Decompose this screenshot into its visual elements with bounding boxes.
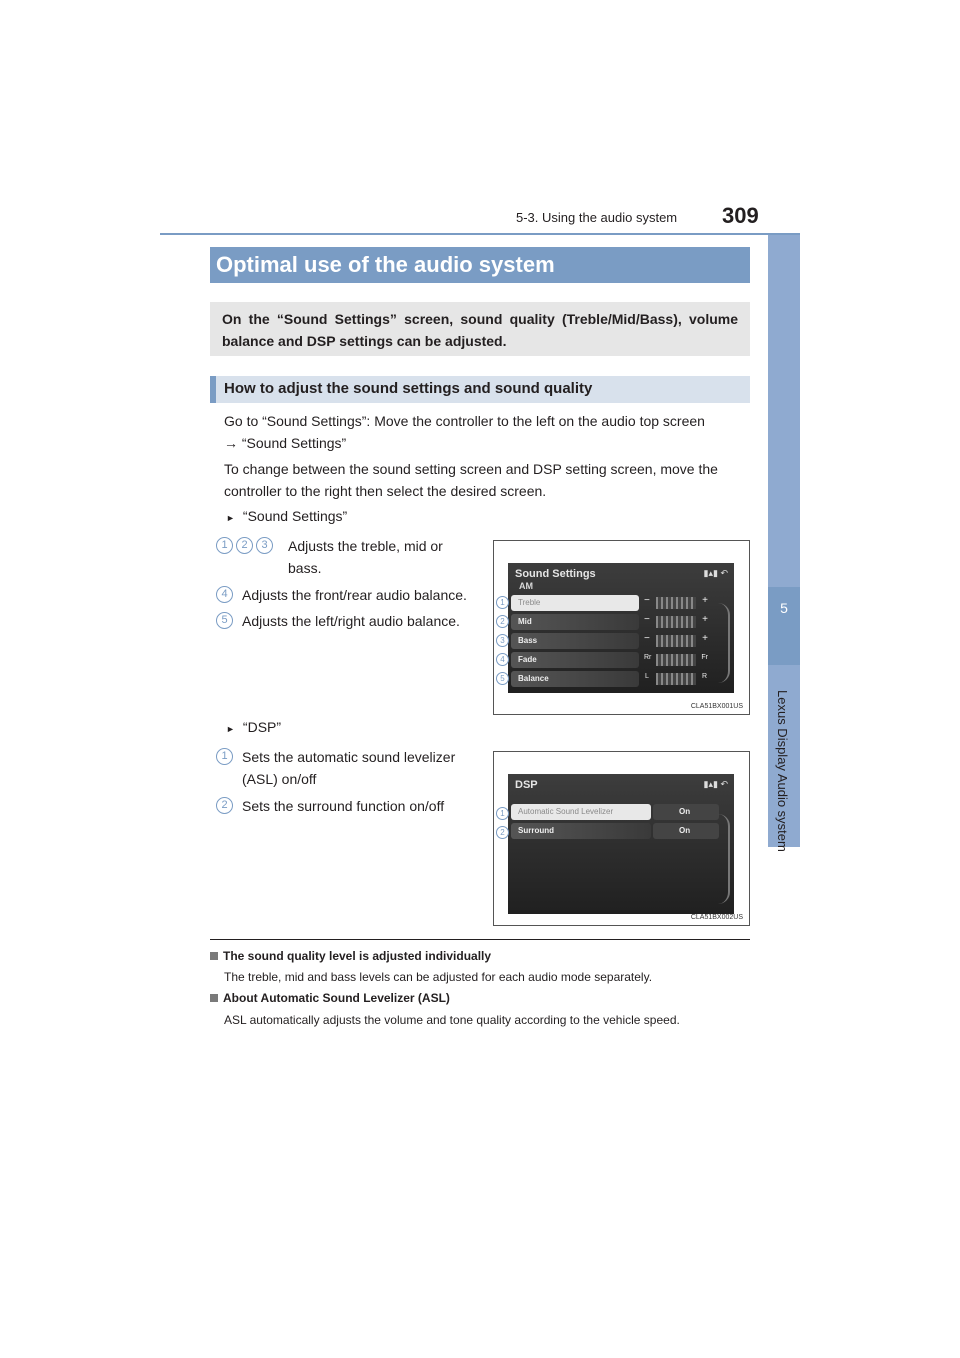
bass-slider (644, 635, 708, 647)
instruction-paragraph-2 (224, 458, 748, 502)
chapter-label-wrap (768, 690, 792, 850)
page-number: 309 (722, 203, 759, 228)
figure-code: CLA51BX001US (690, 703, 743, 710)
mid-slider (644, 616, 708, 628)
page-title-bar (210, 247, 750, 283)
screen-title: DSP (515, 779, 538, 791)
asl-value (653, 804, 719, 820)
sound-item-1 (216, 535, 482, 576)
row-value: On (679, 807, 691, 816)
dsp-item-1 (216, 746, 482, 787)
dsp-screen (508, 774, 734, 914)
fade-slider (644, 654, 708, 666)
sound-settings-bullet (226, 508, 347, 524)
section-title: 5-3. Using the audio system (516, 210, 678, 225)
sound-settings-screen (508, 563, 734, 693)
row-label: Automatic Sound Levelizer (518, 807, 614, 816)
item-text-line1: Adjusts the treble, mid or (288, 538, 443, 554)
row-value: On (679, 826, 691, 835)
note-text-2: ASL automatically adjusts the volume and tone quality according to the vehicle speed. (224, 1013, 680, 1027)
para1-line1: Go to “Sound Settings”: Move the controller to the left on the audio top screen (224, 413, 705, 429)
mid-row (511, 614, 639, 630)
note-heading-2 (210, 991, 450, 1005)
screen-source: AM (519, 581, 533, 591)
triangle-bullet-icon: ► (226, 724, 235, 734)
slider-plus: + (702, 614, 708, 625)
slider-front-label: Fr (701, 654, 708, 661)
surround-row (511, 823, 651, 839)
note-text-1: The treble, mid and bass levels can be adjusted for each audio mode separately. (224, 970, 653, 984)
bass-row (511, 633, 639, 649)
note-heading-text: About Automatic Sound Levelizer (ASL) (223, 991, 450, 1005)
sound-item-5 (216, 610, 482, 629)
subheading-accent (210, 376, 216, 403)
chapter-label: Lexus Display Audio system (775, 690, 790, 852)
notes-rule (210, 939, 750, 940)
status-icons: ▮▴▮ ↶ (703, 779, 728, 789)
note-heading-text: The sound quality level is adjusted individually (223, 949, 492, 963)
sound-item-4 (216, 584, 482, 603)
chapter-number-box (768, 587, 800, 665)
dsp-item-2 (216, 795, 482, 814)
treble-slider (644, 597, 708, 609)
square-bullet-icon (210, 994, 218, 1002)
slider-rear-label: Rr (644, 654, 652, 661)
item-text-line2: bass. (288, 560, 322, 576)
slider-plus: + (702, 595, 708, 606)
subheading-bar (210, 376, 750, 403)
intro-text: On the “Sound Settings” screen, sound quality (Treble/Mid/Bass), volume balance and DSP settings can be adjusted. (222, 311, 738, 349)
chapter-number: 5 (780, 600, 788, 616)
figure-code: CLA51BX002US (690, 914, 743, 921)
slider-track (656, 635, 696, 647)
surround-value (653, 823, 719, 839)
item-text-line1: Sets the automatic sound levelizer (242, 749, 456, 765)
sound-settings-screenshot (493, 540, 750, 715)
slider-right-label: R (701, 673, 707, 680)
row-label: Balance (518, 674, 549, 683)
status-icons: ▮▴▮ ↶ (703, 568, 728, 578)
treble-row (511, 595, 639, 611)
callout-number: 1 (496, 807, 509, 820)
callout-number: 3 (256, 537, 273, 554)
side-arc (718, 603, 730, 683)
row-label: Mid (518, 617, 532, 626)
para2-line1: To change between the sound setting screen and DSP setting screen, move the (224, 461, 718, 477)
row-label: Treble (518, 598, 541, 607)
header-rule (160, 233, 800, 235)
page-title: Optimal use of the audio system (216, 252, 555, 277)
item-text: Adjusts the left/right audio balance. (242, 613, 460, 629)
callout-number: 4 (496, 653, 509, 666)
slider-track (656, 673, 696, 685)
balance-slider (644, 673, 708, 685)
callout-number: 1 (216, 537, 233, 554)
slider-track (656, 616, 696, 628)
item-text-line2: (ASL) on/off (242, 771, 317, 787)
dsp-screenshot (493, 751, 750, 926)
slider-track (656, 654, 696, 666)
callout-number: 1 (216, 748, 233, 765)
para1-line2: → “Sound Settings” (224, 435, 347, 451)
dsp-bullet (226, 719, 281, 735)
slider-minus: − (644, 614, 650, 625)
screen-title: Sound Settings (515, 568, 596, 580)
note-heading-1 (210, 949, 491, 963)
slider-plus: + (702, 633, 708, 644)
callout-number: 5 (216, 612, 233, 629)
row-label: Fade (518, 655, 537, 664)
asl-row (511, 804, 651, 820)
item-text: Sets the surround function on/off (242, 798, 445, 814)
callout-number: 1 (496, 596, 509, 609)
slider-left-label: L (645, 673, 649, 680)
para2-line2: controller to the right then select the desired screen. (224, 483, 547, 499)
sound-settings-bullet-label: “Sound Settings” (242, 508, 348, 524)
row-label: Bass (518, 636, 538, 645)
item-text: Adjusts the front/rear audio balance. (242, 587, 467, 603)
balance-row (511, 671, 639, 687)
dsp-bullet-label: “DSP” (242, 719, 282, 735)
subheading: How to adjust the sound settings and sound quality (224, 380, 593, 397)
slider-minus: − (644, 595, 650, 606)
instruction-paragraph-1 (224, 410, 748, 454)
callout-number: 5 (496, 672, 509, 685)
callout-number: 2 (216, 797, 233, 814)
side-arc (718, 814, 730, 904)
fade-row (511, 652, 639, 668)
callout-number: 2 (496, 615, 509, 628)
square-bullet-icon (210, 952, 218, 960)
callout-number: 3 (496, 634, 509, 647)
triangle-bullet-icon: ► (226, 513, 235, 523)
slider-track (656, 597, 696, 609)
slider-minus: − (644, 633, 650, 644)
callout-number: 4 (216, 586, 233, 603)
callout-number: 2 (236, 537, 253, 554)
intro-box (210, 302, 750, 356)
row-label: Surround (518, 826, 554, 835)
callout-number: 2 (496, 826, 509, 839)
